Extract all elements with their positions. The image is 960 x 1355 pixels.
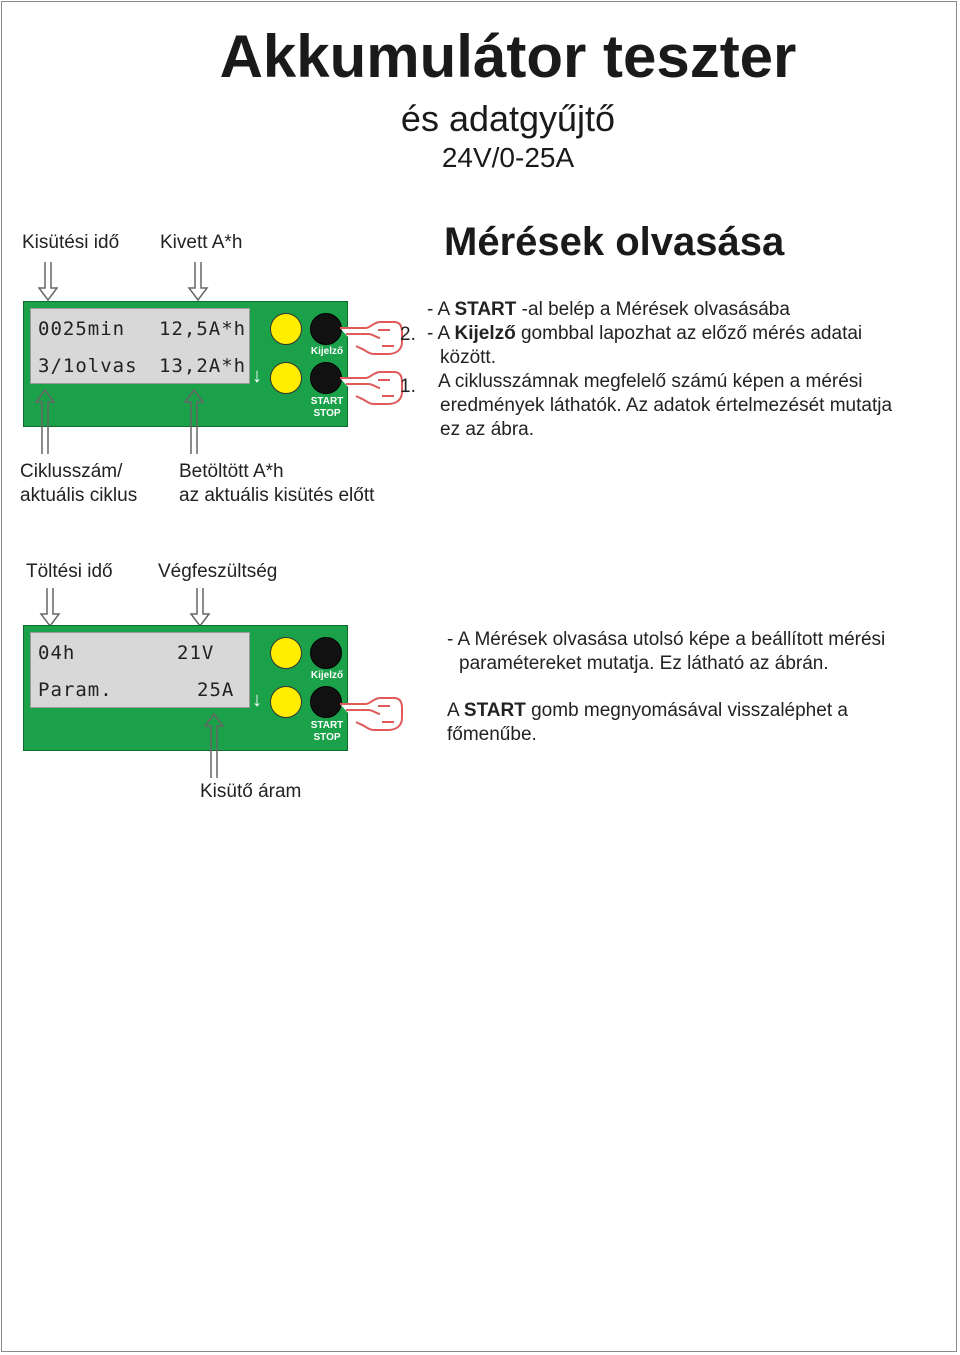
pointing-hand-icon <box>338 362 404 408</box>
instruction-bold: Kijelző <box>454 323 516 344</box>
instruction-back <box>447 699 848 723</box>
instruction-bold: START <box>454 299 517 320</box>
stop-label: STOP <box>313 408 341 419</box>
arrow-up-icon <box>33 388 57 454</box>
display-button-label: Kijelző <box>310 346 344 357</box>
label-end-voltage: Végfeszültség <box>158 561 278 582</box>
arrow-down-icon <box>36 262 60 302</box>
instruction-text: A <box>447 700 464 721</box>
section-title: Mérések olvasása <box>444 220 785 264</box>
arrow-down-icon <box>188 588 212 628</box>
step-number-2: 2. <box>400 324 416 345</box>
lcd-discharge-time: 0025min <box>38 318 126 340</box>
stop-label: STOP <box>313 732 341 743</box>
label-charged-ah: Betöltött A*h <box>179 461 284 482</box>
instruction-display <box>427 322 862 346</box>
start-label: START <box>310 396 344 407</box>
instruction-text: főmenűbe. <box>447 724 537 745</box>
device-panel-2 <box>23 625 348 751</box>
lcd-discharge-current: 25A <box>197 679 235 701</box>
lcd-end-voltage: 21V <box>177 642 215 664</box>
instruction-text: eredmények láthatók. Az adatok értelmezését mutatja <box>440 395 893 416</box>
display-button-label: Kijelző <box>310 670 344 681</box>
instruction-text: ez az ábra. <box>440 419 534 440</box>
instruction-text: - A <box>427 323 455 344</box>
lcd-display-2 <box>30 632 250 708</box>
indicator-led-2 <box>270 362 302 394</box>
label-before-discharge: az aktuális kisütés előtt <box>179 485 375 506</box>
label-removed-ah: Kivett A*h <box>160 232 243 253</box>
indicator-led-1 <box>270 313 302 345</box>
page-title: Akkumulátor teszter <box>219 23 797 90</box>
instruction-text: - A <box>427 299 455 320</box>
small-down-arrow-icon: ↓ <box>252 365 262 387</box>
lcd-cycle-count: 3/1olvas <box>38 355 138 377</box>
label-discharge-current: Kisütő áram <box>200 781 302 802</box>
indicator-led-2 <box>270 686 302 718</box>
arrow-up-icon <box>182 388 206 454</box>
start-label: START <box>310 720 344 731</box>
instruction-text: között. <box>440 347 496 368</box>
pointing-hand-icon <box>338 688 404 734</box>
instruction-text: - A Mérések olvasása utolsó képe a beállított mérési <box>447 629 886 650</box>
lcd-charged-ah: 13,2A*h <box>159 355 247 377</box>
instruction-start <box>427 298 790 322</box>
label-charge-time: Töltési idő <box>26 561 113 582</box>
lcd-removed-ah: 12,5A*h <box>159 318 247 340</box>
step-number-1: 1. <box>400 376 416 397</box>
lcd-charge-time: 04h <box>38 642 76 664</box>
arrow-down-icon <box>186 262 210 302</box>
lcd-param-label: Param. <box>38 679 113 701</box>
lcd-display-1 <box>30 308 250 384</box>
page-subtitle: és adatgyűjtő <box>400 98 616 139</box>
instruction-text: paramétereket mutatja. Ez látható az ábrán. <box>459 653 829 674</box>
instruction-bold: START <box>463 700 526 721</box>
label-cycle-count: Ciklusszám/ <box>20 461 123 482</box>
pointing-hand-icon <box>338 312 404 358</box>
instruction-text: A ciklusszámnak megfelelő számú képen a mérési <box>438 371 863 392</box>
label-current-cycle: aktuális ciklus <box>20 485 138 506</box>
page-spec: 24V/0-25A <box>441 142 575 173</box>
arrow-up-icon <box>202 712 226 778</box>
arrow-down-icon <box>38 588 62 628</box>
small-down-arrow-icon: ↓ <box>252 689 262 711</box>
display-button[interactable] <box>310 637 342 669</box>
instruction-text: gombbal lapozhat az előző mérés adatai <box>515 323 863 344</box>
instruction-text: -al belép a Mérések olvasásába <box>516 299 790 320</box>
instruction-text: gomb megnyomásával visszaléphet a <box>525 700 848 721</box>
label-discharge-time: Kisütési idő <box>22 232 120 253</box>
indicator-led-1 <box>270 637 302 669</box>
